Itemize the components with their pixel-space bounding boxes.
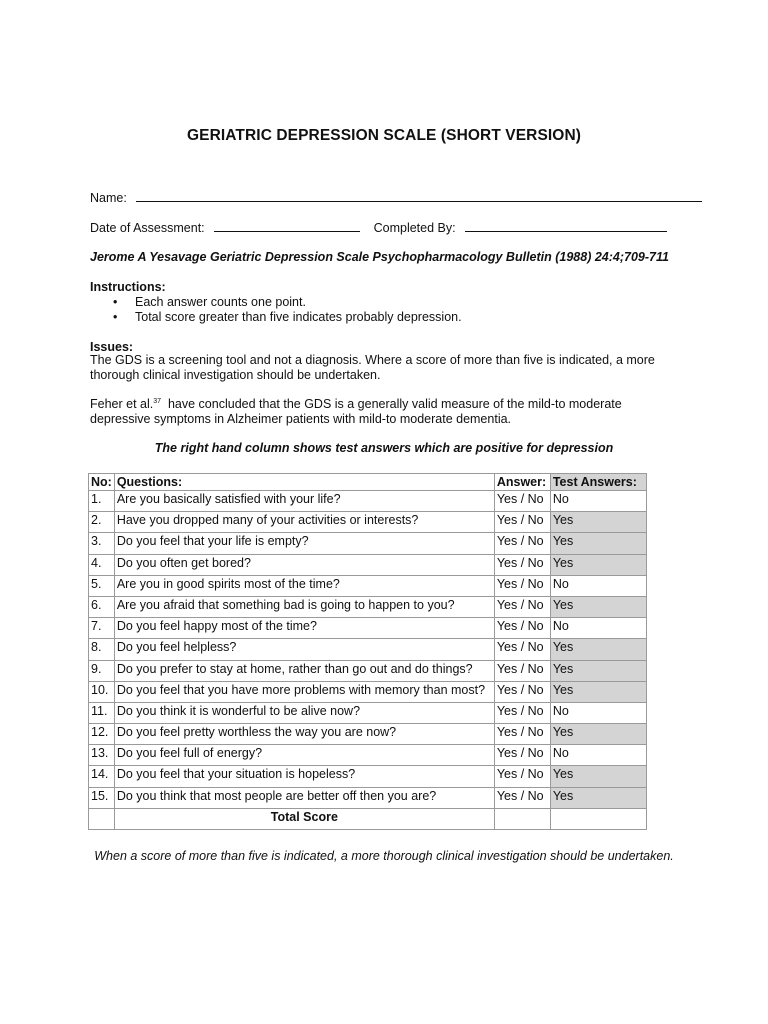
row-number: 3. (89, 533, 115, 554)
test-answer: Yes (550, 681, 646, 702)
table-row (89, 512, 647, 533)
question-text: Do you feel that your life is empty? (114, 533, 494, 554)
name-label: Name: (90, 191, 127, 205)
table-row (89, 745, 647, 766)
citation: Jerome A Yesavage Geriatric Depression Scale Psychopharmacology Bulletin (1988) 24:4;709-711 (90, 250, 669, 264)
total-score-label: Total Score (114, 808, 494, 829)
table-row (89, 724, 647, 745)
question-text: Are you in good spirits most of the time? (114, 575, 494, 596)
row-number: 4. (89, 554, 115, 575)
row-number: 2. (89, 512, 115, 533)
test-answer: Yes (550, 554, 646, 575)
question-text: Do you feel happy most of the time? (114, 618, 494, 639)
question-text: Do you prefer to stay at home, rather than go out and do things? (114, 660, 494, 681)
row-number: 8. (89, 639, 115, 660)
answer-choice[interactable]: Yes / No (494, 639, 550, 660)
completed-blank[interactable] (465, 220, 667, 232)
issues-text-line: thorough clinical investigation should be undertaken. (90, 368, 381, 382)
name-field (90, 190, 702, 205)
completed-label: Completed By: (373, 221, 456, 235)
table-row (89, 787, 647, 808)
row-number: 9. (89, 660, 115, 681)
test-answer: Yes (550, 787, 646, 808)
answer-choice[interactable]: Yes / No (494, 787, 550, 808)
test-answer: Yes (550, 512, 646, 533)
test-answer: Yes (550, 766, 646, 787)
question-text: Do you often get bored? (114, 554, 494, 575)
table-row (89, 702, 647, 723)
answer-choice[interactable]: Yes / No (494, 660, 550, 681)
answer-choice[interactable]: Yes / No (494, 681, 550, 702)
answer-choice[interactable]: Yes / No (494, 533, 550, 554)
test-answer: No (550, 702, 646, 723)
table-row (89, 766, 647, 787)
table-row (89, 554, 647, 575)
issues-text-line: The GDS is a screening tool and not a diagnosis. Where a score of more than five is indicated, a more (90, 353, 655, 367)
row-number: 12. (89, 724, 115, 745)
row-number: 14. (89, 766, 115, 787)
answer-choice[interactable]: Yes / No (494, 745, 550, 766)
row-number: 1. (89, 491, 115, 512)
date-label: Date of Assessment: (90, 221, 205, 235)
question-text: Have you dropped many of your activities or interests? (114, 512, 494, 533)
date-blank[interactable] (214, 220, 360, 232)
test-answer: Yes (550, 639, 646, 660)
test-answer: Yes (550, 660, 646, 681)
answer-choice[interactable]: Yes / No (494, 618, 550, 639)
table-row (89, 491, 647, 512)
date-completed-field (90, 220, 667, 235)
test-answer: No (550, 618, 646, 639)
total-score-value[interactable] (494, 808, 550, 829)
table-row (89, 575, 647, 596)
answer-choice[interactable]: Yes / No (494, 766, 550, 787)
question-text: Are you afraid that something bad is going to happen to you? (114, 596, 494, 617)
bullet-icon: • (113, 295, 118, 309)
test-answer: Yes (550, 596, 646, 617)
question-text: Do you think that most people are better off then you are? (114, 787, 494, 808)
row-number: 15. (89, 787, 115, 808)
total-score-row (89, 808, 647, 829)
answer-choice[interactable]: Yes / No (494, 596, 550, 617)
test-answer: No (550, 575, 646, 596)
bullet-icon: • (113, 310, 118, 324)
gds-table (88, 473, 647, 830)
row-number: 6. (89, 596, 115, 617)
answer-choice[interactable]: Yes / No (494, 554, 550, 575)
row-number: 7. (89, 618, 115, 639)
page-title: GERIATRIC DEPRESSION SCALE (SHORT VERSION) (186, 127, 582, 144)
instruction-item: • Total score greater than five indicates probably depression. (113, 310, 462, 324)
total-empty-cell (550, 808, 646, 829)
instruction-item: • Each answer counts one point. (113, 295, 306, 309)
question-text: Do you think it is wonderful to be alive now? (114, 702, 494, 723)
table-row (89, 639, 647, 660)
instructions-heading: Instructions: (90, 280, 166, 294)
answer-choice[interactable]: Yes / No (494, 702, 550, 723)
name-blank[interactable] (136, 190, 702, 202)
test-answer: Yes (550, 724, 646, 745)
header-test-answers: Test Answers: (550, 474, 646, 491)
feher-text-line: depressive symptoms in Alzheimer patients with mild-to moderate dementia. (90, 412, 512, 426)
row-number: 10. (89, 681, 115, 702)
total-empty-cell (89, 808, 115, 829)
table-row (89, 618, 647, 639)
answer-choice[interactable]: Yes / No (494, 575, 550, 596)
answer-choice[interactable]: Yes / No (494, 512, 550, 533)
question-text: Are you basically satisfied with your life? (114, 491, 494, 512)
question-text: Do you feel that your situation is hopeless? (114, 766, 494, 787)
test-answer: No (550, 745, 646, 766)
row-number: 13. (89, 745, 115, 766)
question-text: Do you feel pretty worthless the way you are now? (114, 724, 494, 745)
question-text: Do you feel helpless? (114, 639, 494, 660)
row-number: 5. (89, 575, 115, 596)
answer-choice[interactable]: Yes / No (494, 724, 550, 745)
test-answer: Yes (550, 533, 646, 554)
table-row (89, 596, 647, 617)
issues-heading: Issues: (90, 340, 134, 354)
table-row (89, 533, 647, 554)
table-caption: The right hand column shows test answers which are positive for depression (154, 441, 614, 455)
test-answer: No (550, 491, 646, 512)
table-row (89, 681, 647, 702)
footer-note: When a score of more than five is indicated, a more thorough clinical investigation should be undertaken. (94, 849, 674, 863)
answer-choice[interactable]: Yes / No (494, 491, 550, 512)
table-header-row (89, 474, 647, 491)
feher-text-line: Feher et al.$^{37}$ have concluded that the GDS is a generally valid measure of the mild-to moderate (90, 397, 622, 411)
row-number: 11. (89, 702, 115, 723)
header-answer: Answer: (494, 474, 550, 491)
table-row (89, 660, 647, 681)
question-text: Do you feel full of energy? (114, 745, 494, 766)
header-questions: Questions: (114, 474, 494, 491)
question-text: Do you feel that you have more problems with memory than most? (114, 681, 494, 702)
header-no: No: (89, 474, 115, 491)
reference-superscript: 37 (153, 398, 162, 405)
